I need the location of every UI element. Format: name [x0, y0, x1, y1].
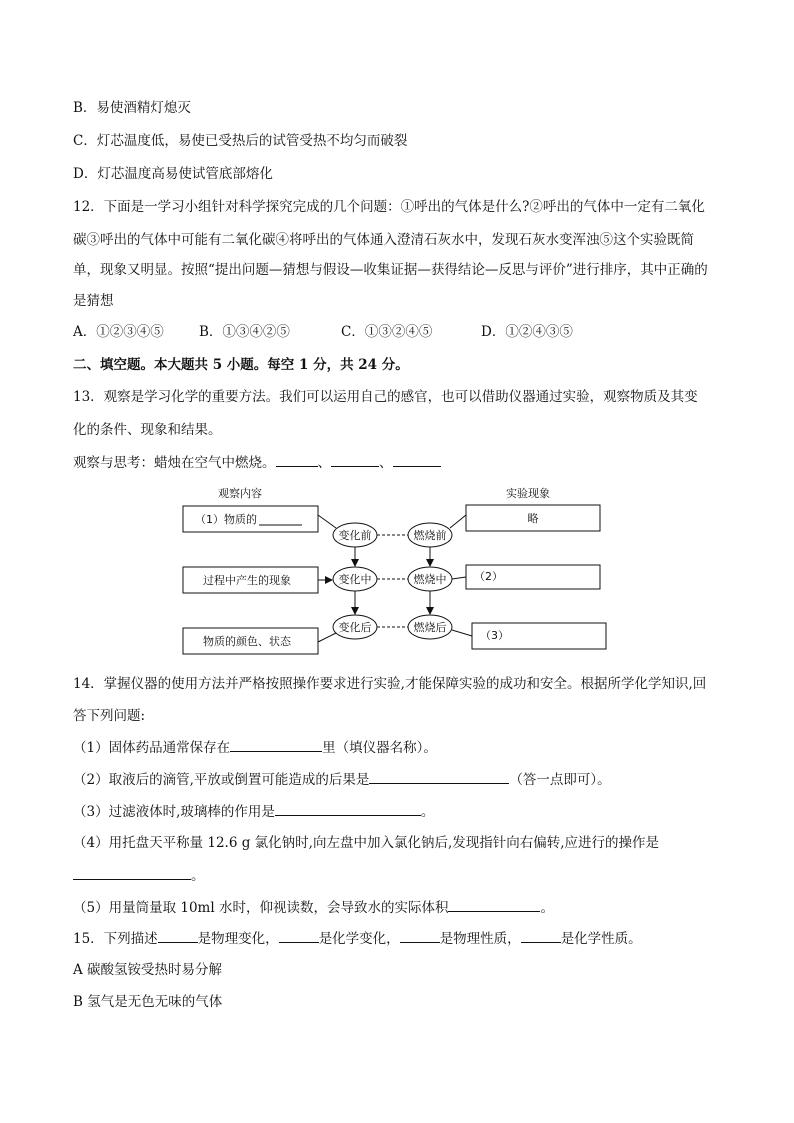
- q15-blank-4[interactable]: [521, 928, 561, 943]
- q15-item-b: B 氢气是无色无味的气体: [73, 994, 223, 1010]
- diagram-node-during-label: 变化中: [338, 573, 372, 586]
- q15-item-a: A 碳酸氢铵受热时易分解: [73, 962, 223, 978]
- diagram-box-substance-label: （1）物质的: [195, 513, 257, 526]
- diagram-node-burn-during-label: 燃烧中: [413, 573, 447, 586]
- q12-stem-line1: 12．下面是一学习小组针对科学探究完成的几个问题：①呼出的气体是什么?②呼出的气体中一定有二氧化: [73, 199, 705, 215]
- q14-part1: [73, 737, 437, 758]
- q14-blank-4[interactable]: [73, 865, 191, 880]
- q11-option-c: C．灯芯温度低，易使已受热后的试管受热不均匀而破裂: [73, 133, 408, 149]
- q12-option-a: A．①②③④⑤: [73, 324, 164, 340]
- diagram-node-after-label: 变化后: [338, 621, 372, 634]
- q15-text-5: 是化学性质。: [560, 931, 642, 947]
- diagram-header-left: 观察内容: [218, 487, 262, 500]
- q14-stem-line2: 答下列问题:: [73, 708, 146, 724]
- q14-part2: [73, 769, 611, 790]
- q13-stem-line1: 13．观察是学习化学的重要方法。我们可以运用自己的感官，也可以借助仪器通过实验，观察物质及其变: [73, 389, 698, 405]
- q14-part4-answer: [73, 865, 205, 886]
- q15-text-4: 是物理性质，: [439, 931, 521, 947]
- q13-separator: 、: [317, 455, 331, 471]
- q14-blank-1[interactable]: [230, 737, 322, 752]
- q12-option-c: C．①③②④⑤: [341, 324, 433, 340]
- diagram-box-appearance-label: 物质的颜色、状态: [203, 635, 291, 648]
- diagram-node-burn-before-label: 燃烧前: [413, 529, 447, 542]
- q12-stem-line3: 单，现象又明显。按照“提出问题—猜想与假设—收集证据—获得结论—反思与评价”进行排序，其中正确的: [73, 262, 708, 278]
- q14-part5-text: （5）用量筒量取 10ml 水时，仰视读数，会导致水的实际体积: [73, 900, 449, 916]
- q15-text-1: 15．下列描述: [73, 931, 158, 947]
- q15-blank-3[interactable]: [400, 928, 440, 943]
- q14-stem-line1: 14．掌握仪器的使用方法并严格按照操作要求进行实验,才能保障实验的成功和安全。根据所学化学知识,回: [73, 676, 707, 692]
- q14-part3-tail: 。: [420, 804, 435, 820]
- q14-blank-3[interactable]: [275, 801, 421, 816]
- diagram-result-1-label: 略: [527, 512, 539, 525]
- q14-part3-text: （3）过滤液体时,玻璃棒的作用是: [73, 804, 275, 820]
- q13-stem-line2: 化的条件、现象和结果。: [73, 422, 222, 438]
- q14-part4-tail: 。: [191, 868, 205, 884]
- section-heading: 二、填空题。本大题共 5 小题。每空 1 分，共 24 分。: [73, 357, 409, 373]
- diagram-connector: [452, 577, 466, 579]
- q12-stem-line2: 碳③呼出的气体中可能有二氧化碳④将呼出的气体通入澄清石灰水中，发现石灰水变浑浊⑤这个实验既简: [73, 232, 694, 248]
- q14-blank-5[interactable]: [448, 897, 540, 912]
- q12-option-d: D．①②④③⑤: [481, 324, 573, 340]
- q14-part2-tail: （答一点即可）。: [509, 772, 611, 788]
- q15-blank-1[interactable]: [158, 928, 198, 943]
- q14-part1-tail: 里（填仪器名称）。: [322, 740, 437, 756]
- q14-part4: （4）用托盘天平称量 12.6 g 氯化钠时,向左盘中加入氯化钠后,发现指针向右偏转,应进行的操作是: [73, 835, 660, 851]
- q11-option-d: D．灯芯温度高易使试管底部熔化: [73, 166, 273, 182]
- diagram-result-3-label: （3）: [480, 629, 509, 642]
- q15-blank-2[interactable]: [279, 928, 319, 943]
- diagram-node-before-label: 变化前: [338, 529, 372, 542]
- q15-text-2: 是物理变化，: [197, 931, 279, 947]
- diagram-connector: [318, 515, 336, 528]
- q12-option-b: B．①③④②⑤: [199, 324, 290, 340]
- q14-part1-text: （1）固体药品通常保存在: [73, 740, 231, 756]
- q14-part3: [73, 801, 434, 822]
- diagram-connector: [450, 515, 466, 528]
- q14-blank-2[interactable]: [369, 769, 509, 784]
- diagram-box-process-label: 过程中产生的现象: [203, 574, 291, 587]
- diagram-connector: [452, 630, 472, 636]
- q14-part2-text: （2）取液后的滴管,平放或倒置可能造成的后果是: [73, 772, 370, 788]
- q11-option-b: B．易使酒精灯熄灭: [73, 100, 191, 116]
- q12-stem-line4: 是猜想: [73, 293, 114, 309]
- diagram-node-burn-after-label: 燃烧后: [413, 621, 447, 634]
- q13-observe-text: 观察与思考：蜡烛在空气中燃烧。: [73, 455, 276, 471]
- q14-part5-tail: 。: [540, 900, 554, 916]
- q13-separator: 、: [379, 455, 393, 471]
- q14-part5: [73, 897, 554, 918]
- diagram-result-2-label: （2）: [474, 570, 503, 583]
- diagram-connector: [318, 633, 336, 642]
- q15-stem: [73, 928, 642, 949]
- q15-text-3: 是化学变化，: [318, 931, 400, 947]
- diagram-header-right: 实验现象: [506, 487, 550, 500]
